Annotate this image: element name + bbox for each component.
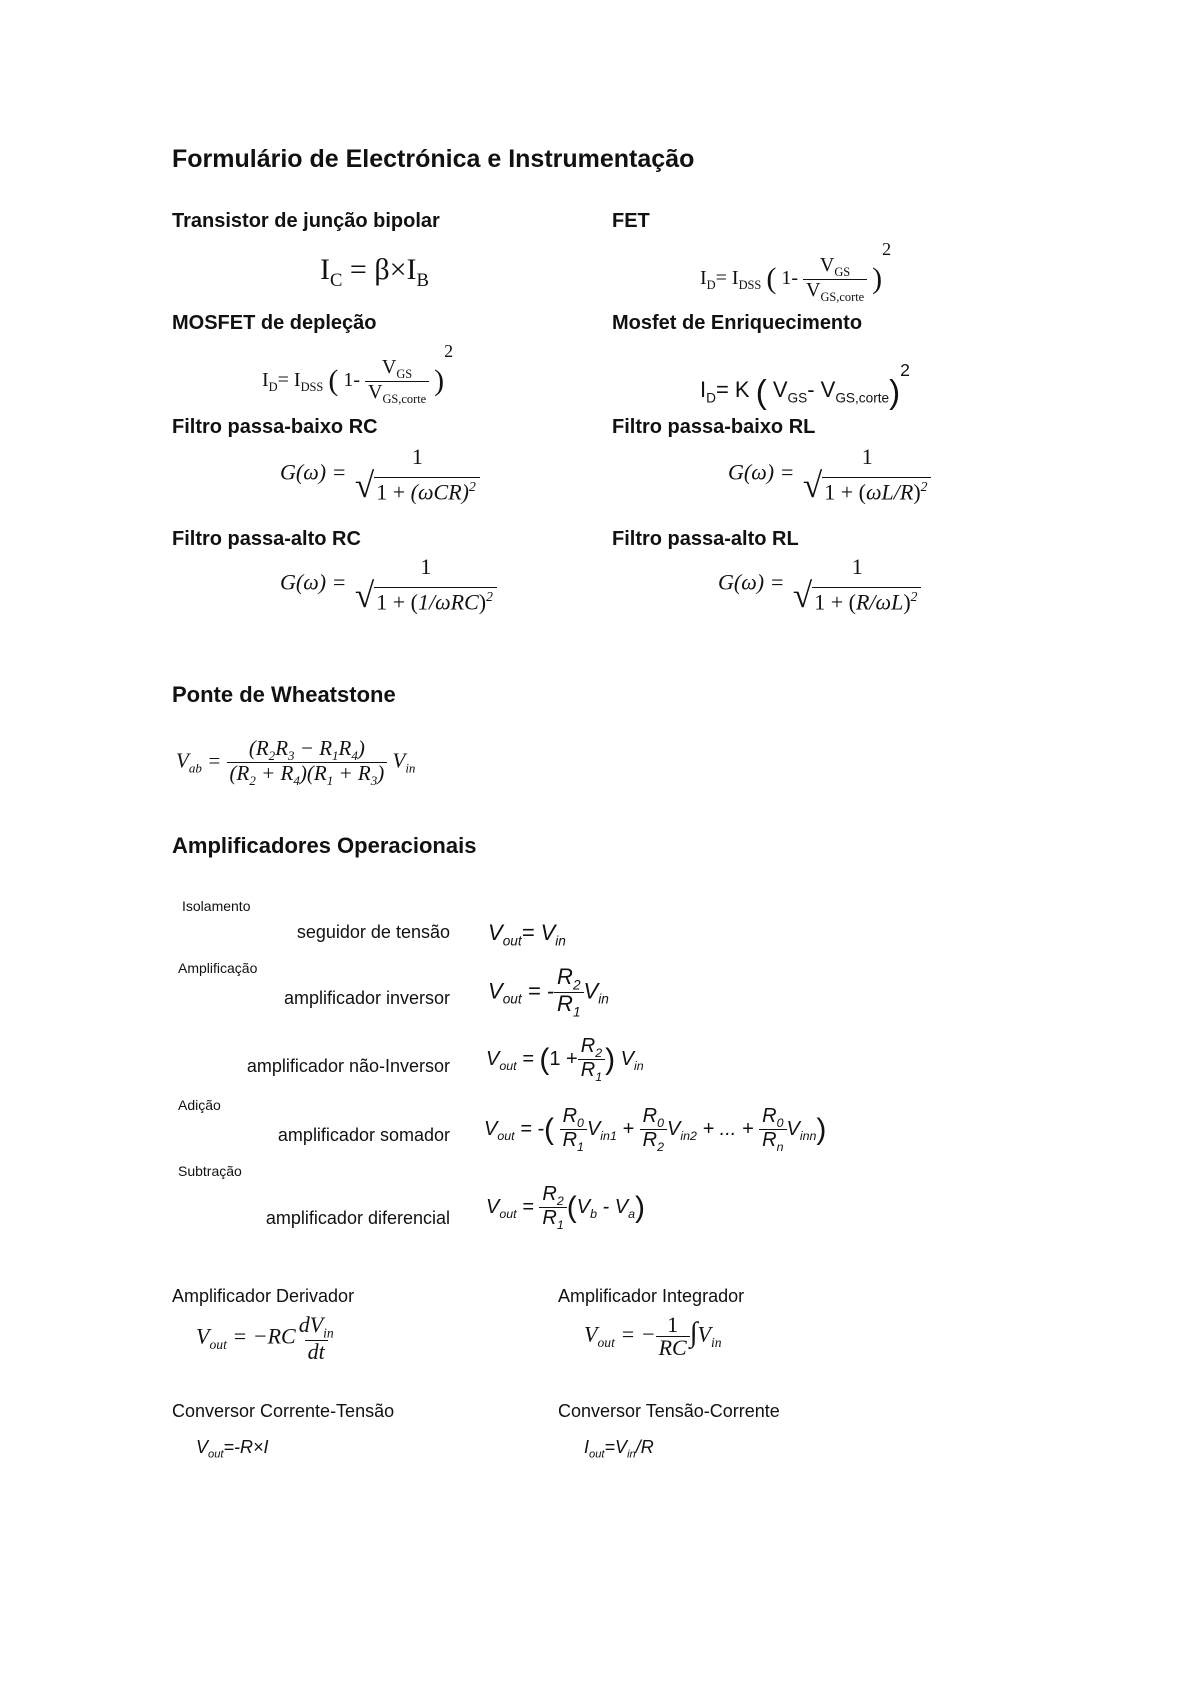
- label-conversor-corrente-tensao: Conversor Corrente-Tensão: [172, 1401, 395, 1421]
- category-subtracao: Subtração: [178, 1163, 242, 1179]
- label-seguidor: seguidor de tensão: [296, 922, 450, 942]
- section-wheatstone: Ponte de Wheatstone: [172, 682, 396, 707]
- lowpass-rl-formula: G(ω) = 1 √ $1 + (\omega L/R)^2$: [728, 446, 934, 503]
- nao-inversor-formula: $V_{out} = (1$ + $\frac{R_2}{R_1}$ ) $V_{in}$: [486, 1035, 644, 1085]
- conversor-tensao-corrente-formula: $I_{out}=V_{in}/R$: [584, 1437, 654, 1461]
- integrador-formula: $V_{out}$ = − $\frac{1}{RC}$ $\int V_{in}$: [584, 1312, 722, 1360]
- mosfet-deplecao-formula: $I_D= I_{DSS}$ ( 1- $\frac{V_{GS}}{V_{GS,corte}}$ )$^2$: [262, 341, 454, 406]
- page-title: Formulário de Electrónica e Instrumentação: [172, 145, 695, 173]
- label-conversor-tensao-corrente: Conversor Tensão-Corrente: [558, 1401, 780, 1421]
- label-derivador: Amplificador Derivador: [172, 1286, 355, 1306]
- fet-formula: $I_D= I_{DSS}$ ( 1- $\frac{V_{GS}}{V_{GS,corte}}$ )$^2$: [700, 239, 892, 304]
- fet-vgs-corte: GS,corte: [820, 289, 865, 304]
- bjt-formula: $I_C = \beta\times I_B$: [320, 253, 429, 291]
- somador-formula: $V_{out}$ = -( $\frac{R_0}{R_1}$ $V_{in1}$ + $\frac{R_0}{R_2}$ $V_{in2}$ + ... + $\frac{R_0}{R_n}$ $V_{inn}$): [484, 1105, 827, 1155]
- section-highpass-rc: Filtro passa-alto RC: [172, 528, 361, 550]
- lowpass-rc-formula: G(ω) = 1 √ $1 + (\omega CR)^2$: [280, 446, 483, 503]
- category-amplificacao: Amplificação: [178, 960, 258, 976]
- section-mosfet-enriquecimento: Mosfet de Enriquecimento: [612, 312, 863, 334]
- label-somador: amplificador somador: [277, 1125, 450, 1145]
- section-mosfet-deplecao: MOSFET de depleção: [172, 312, 377, 334]
- section-opamps: Amplificadores Operacionais: [172, 833, 477, 858]
- inversor-formula: $V_{out}$ = - $\frac{R_2}{R_1}$ $V_{in}$: [488, 964, 609, 1020]
- label-integrador: Amplificador Integrador: [558, 1286, 745, 1306]
- conversor-corrente-tensao-formula: $V_{out}=-R\times I$: [196, 1437, 269, 1461]
- category-isolamento: Isolamento: [182, 898, 251, 914]
- section-fet: FET: [612, 210, 650, 232]
- wheatstone-formula: $V_{ab}$ = $\frac{(R_2R_3 - R_1R_4)}{(R_2 + R_4)(R_1 + R_3)}$ $V_{in}$: [176, 736, 416, 789]
- label-nao-inversor: amplificador não-Inversor: [246, 1056, 450, 1076]
- category-adicao: Adição: [178, 1097, 221, 1113]
- label-diferencial: amplificador diferencial: [265, 1208, 450, 1228]
- label-inversor: amplificador inversor: [283, 988, 450, 1008]
- highpass-rl-formula: G(ω) = 1 √ $1 + (R/\omega L)^2$: [718, 556, 924, 613]
- mosfet-enriquecimento-formula: $I_D= K$ ( $V_{GS}-$ $V_{GS,corte})^2$: [700, 360, 910, 410]
- section-lowpass-rl: Filtro passa-baixo RL: [612, 416, 816, 438]
- diferencial-formula: $V_{out}$ = $\frac{R_2}{R_1}$ $(V_b - V_a)$: [486, 1183, 646, 1233]
- derivador-formula: $V_{out} = -RC$ $\frac{dV_{in}}{dt}$: [196, 1312, 334, 1365]
- section-highpass-rl: Filtro passa-alto RL: [612, 528, 799, 550]
- section-lowpass-rc: Filtro passa-baixo RC: [172, 416, 378, 438]
- seguidor-formula: $V_{out}= V_{in}$: [488, 920, 566, 949]
- highpass-rc-formula: G(ω) = 1 √ $1 + (1/\omega RC)^2$: [280, 556, 500, 613]
- section-bjt: Transistor de junção bipolar: [172, 210, 440, 232]
- mosfet-vgs-corte: GS,corte: [382, 391, 427, 406]
